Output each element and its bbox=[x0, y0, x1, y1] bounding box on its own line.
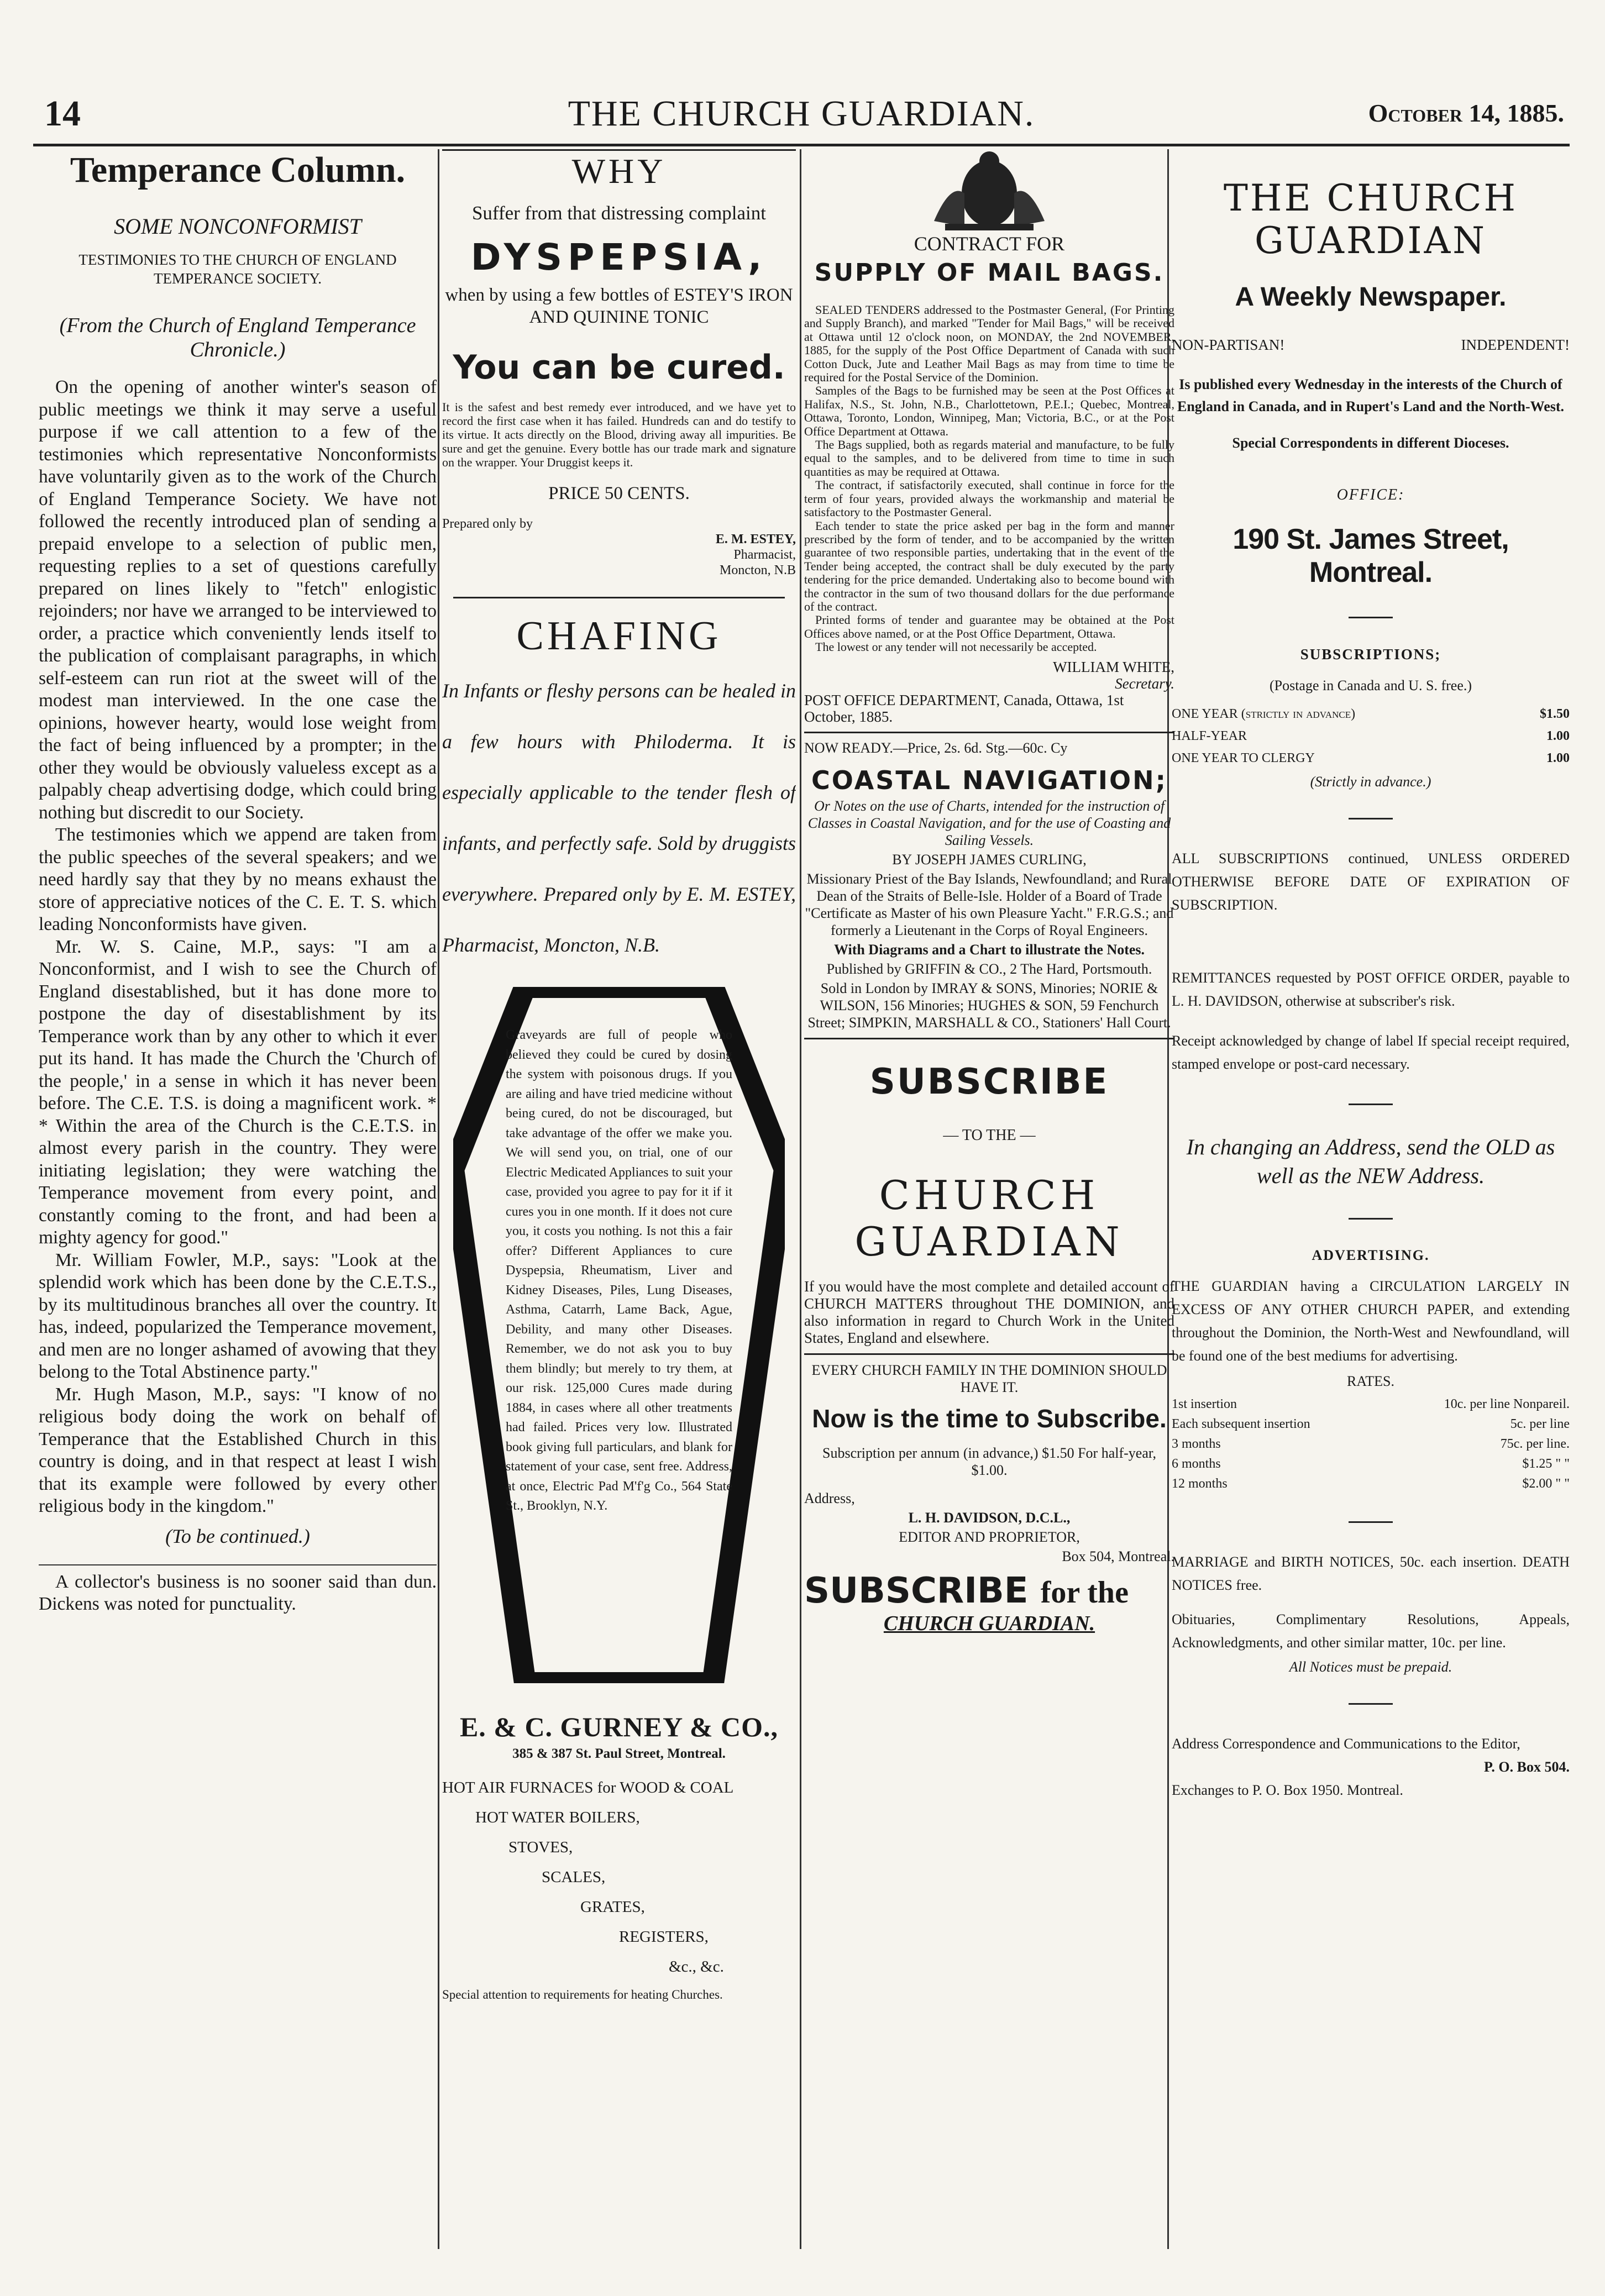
editor-name: L. H. DAVIDSON, D.C.L., bbox=[908, 1509, 1071, 1526]
price: PRICE 50 CENTS. bbox=[548, 484, 690, 503]
rate-row bbox=[1172, 703, 1570, 725]
every-family: EVERY CHURCH FAMILY IN THE DOMINION SHOULD HAVE IT. bbox=[811, 1362, 1167, 1395]
dyspepsia-heading: DYSPEPSIA, bbox=[470, 236, 768, 279]
paragraph: SEALED TENDERS addressed to the Postmaster General, (For Printing and Supply Branch), and marked "Tender for Mail Bags," will be received at Ottawa until 12 o'clock noon, on MONDAY, the 2nd NOVEMBER, 1885, for the supply of the Post Office Department of Canada with such Cotton Duck, Jute and Leather Mail Bags as may from time to time be required for the Postal Service of the Dominion. bbox=[804, 303, 1174, 385]
subscribe-word: SUBSCRIBE bbox=[804, 1570, 1029, 1611]
coastal-subtitle: Or Notes on the use of Charts, intended for the instruction of Classes in Coastal Navigation, and for the use of Coasting and Sailing Vessels. bbox=[807, 797, 1171, 848]
signatory: WILLIAM WHITE, bbox=[1053, 658, 1174, 675]
office-address: 190 St. James Street, Montreal. bbox=[1232, 523, 1509, 589]
divider bbox=[804, 732, 1174, 733]
article-subtitle: TESTIMONIES TO THE CHURCH OF ENGLAND TEMPERANCE SOCIETY. bbox=[78, 251, 397, 287]
maker-town: Moncton, N.B bbox=[720, 563, 796, 577]
exchanges-note: Exchanges to P. O. Box 1950. Montreal. bbox=[1172, 1782, 1403, 1798]
department-date: POST OFFICE DEPARTMENT, Canada, Ottawa, 1st October, 1885. bbox=[804, 691, 1124, 725]
rate-value: 5c. per line bbox=[1510, 1417, 1570, 1431]
published-note: Is published every Wednesday in the interests of the Church of England in Canada, and in Rupert's Land and the North-West. bbox=[1177, 376, 1565, 414]
editor-box: Box 504, Montreal. bbox=[1062, 1548, 1174, 1564]
special-correspondents: Special Correspondents in different Dioceses. bbox=[1232, 435, 1509, 451]
subscription-rates bbox=[1172, 703, 1570, 769]
continuation-note: ALL SUBSCRIPTIONS continued, UNLESS ORDERED OTHERWISE BEFORE DATE OF EXPIRATION OF SUBSCRIPTION. bbox=[1172, 850, 1570, 913]
divider bbox=[1349, 818, 1393, 819]
rate-label: 12 months bbox=[1172, 1477, 1228, 1491]
ad-small-text: It is the safest and best remedy ever introduced, and we have yet to record the first case when it has failed. Hundreds can and do testify to its virtue. It acts directly on the Blood, driving away all impurities. Be sure and get the genuine. Every bottle has our trade mark and signature on the wrapper. Your Druggist keeps it. bbox=[442, 400, 796, 469]
divider bbox=[804, 1353, 1174, 1355]
independent: INDEPENDENT! bbox=[1461, 337, 1570, 353]
to-the: — TO THE — bbox=[943, 1126, 1036, 1144]
rate-label: 1st insertion bbox=[1172, 1397, 1237, 1411]
rate-row bbox=[1172, 1414, 1570, 1434]
rate-label: HALF-YEAR bbox=[1172, 729, 1247, 743]
paragraph: The Bags supplied, both as regards material and manufacture, to be fully equal to the samples, and to be delivered from time to time in such quantities as may be required at Ottawa. bbox=[804, 438, 1174, 479]
change-address-note: In changing an Address, send the OLD as well as the NEW Address. bbox=[1186, 1134, 1555, 1188]
rate-label: 6 months bbox=[1172, 1457, 1221, 1471]
advertising-text: THE GUARDIAN having a CIRCULATION LARGELY IN EXCESS OF ANY OTHER CHURCH PAPER, and extending throughout the Dominion, the North-West and Newfoundland, will be found one of the best mediums for advertising. bbox=[1172, 1278, 1570, 1364]
rate-value: 1.00 bbox=[1546, 729, 1570, 743]
paragraph: The testimonies which we append are taken from the public speeches of the several speakers; and we need hardly say that they by no means exhaust the store of appreciative notices of the C. E. T. S. which leading Nonconformists have given. bbox=[39, 824, 437, 934]
advance-note: (Strictly in advance.) bbox=[1310, 774, 1431, 790]
rate-row bbox=[1172, 747, 1570, 769]
ad-text: Suffer from that distressing complaint bbox=[471, 202, 767, 224]
publisher-info-column bbox=[1172, 149, 1570, 2249]
office-label: OFFICE: bbox=[1336, 486, 1405, 503]
paragraph: A collector's business is no sooner said than dun. Dickens was noted for punctuality. bbox=[39, 1571, 437, 1614]
remittance-note: REMITTANCES requested by POST OFFICE ORDER, payable to L. H. DAVIDSON, otherwise at subscriber's risk. bbox=[1172, 970, 1570, 1009]
paragraph: Mr. William Fowler, M.P., says: "Look at the splendid work which has been done by the C.E.T.S., by its multitudinous branches all over the country. It has, indeed, popularized the Temperance movement, and men are no longer ashamed of avowing that they belong to the Total Abstinence party." bbox=[39, 1249, 437, 1382]
product: SCALES, bbox=[542, 1868, 606, 1886]
issue-date: October 14, 1885. bbox=[1368, 99, 1564, 127]
marriage-notices: MARRIAGE and BIRTH NOTICES, 50c. each insertion. DEATH NOTICES free. bbox=[1172, 1554, 1570, 1593]
london-sellers: Sold in London by IMRAY & SONS, Minories; NORIE & WILSON, 156 Minories; HUGHES & SON, 59 Fenchurch Street; SIMPKIN, MARSHALL & CO., Stationers' Hall Court. bbox=[807, 980, 1171, 1031]
correspondence-note: Address Correspondence and Communications to the Editor, bbox=[1172, 1736, 1520, 1752]
non-partisan: NON-PARTISAN! bbox=[1172, 337, 1285, 353]
prepaid-note: All Notices must be prepaid. bbox=[1289, 1659, 1452, 1675]
contract-heading: CONTRACT FOR bbox=[914, 233, 1065, 255]
receipt-note: Receipt acknowledged by change of label If special receipt required, stamped envelope or post-card necessary. bbox=[1172, 1033, 1570, 1072]
column-heading: Temperance Column. bbox=[70, 150, 406, 190]
paragraph: Mr. W. S. Caine, M.P., says: "I am a Nonconformist, and I wish to see the Church of England disestablished, but it has done more to postpone the day of disestablishment by its Temperance work than by any other to which it ever put its hand. It has made the Church the 'Church of the people,' in a sense in which it has never been before. The C.E. T.S. is doing a magnificent work. * * Within the area of the Church is the C.E.T.S. in almost every parish in the country. They were initiating legislation; they were watching the Temperance movement from every point, and constantly coming to the front, and had been a mighty agency for good." bbox=[39, 936, 437, 1248]
divider bbox=[1349, 1218, 1393, 1220]
temperance-column bbox=[39, 149, 437, 2249]
rate-value: $1.25 " " bbox=[1522, 1457, 1570, 1471]
why-heading: WHY bbox=[442, 149, 796, 192]
divider bbox=[1349, 1521, 1393, 1523]
coffin-ad bbox=[453, 987, 785, 1683]
paragraph: Mr. Hugh Mason, M.P., says: "I know of no religious body doing the work on behalf of Temperance that the Established Church in this country is doing, and in that respect at least I wish that its example were followed by every other religious body in the kingdom." bbox=[39, 1384, 437, 1516]
product: HOT AIR FURNACES for WOOD & COAL bbox=[442, 1779, 734, 1796]
postage-note: (Postage in Canada and U. S. free.) bbox=[1269, 677, 1472, 693]
tender-notice bbox=[804, 303, 1174, 654]
page-number: 14 bbox=[44, 93, 81, 134]
paragraph: On the opening of another winter's season of public meetings we think it may serve a useful purpose if we call attention to a few of the testimonies which representative Nonconformists have voluntarily given as to the work of the Church of England Temperance Society. We have not followed the recently introduced plan of sending a prepaid envelope to a selection of public men, requesting replies to a set of questions carefully prepared on lines likely to "fetch" enlogistic rejoinders; nor have we arranged to be interviewed to order, a practice which conveniently lends itself to the publication of complaisant paragraphs, in which self-esteem can run riot at the sweet will of the modest man interviewed. In the one case the opinions, however hearty, would lose weight from the fact of being influenced by a prompter; in the other they would be obviously valueless except as a palpably cheap advertising dodge, which could bring nothing but discredit to our Society. bbox=[39, 377, 437, 823]
partisan-line bbox=[1172, 337, 1570, 354]
editor-title: EDITOR AND PROPRIETOR, bbox=[899, 1528, 1080, 1545]
rate-label: ONE YEAR (strictly in advance) bbox=[1172, 707, 1356, 721]
signature-block bbox=[804, 659, 1174, 725]
rate-row bbox=[1172, 1454, 1570, 1474]
paragraph: The lowest or any tender will not necessarily be accepted. bbox=[815, 640, 1097, 654]
gurney-firm: E. & C. GURNEY & CO., bbox=[459, 1711, 779, 1742]
rate-row bbox=[1172, 1474, 1570, 1494]
divider bbox=[1349, 617, 1393, 618]
author-info: Missionary Priest of the Bay Islands, Newfoundland; and Rural Dean of the Straits of Belle-Isle. Holder of a Board of Trade "Certificate as Master of his own Pleasure Yacht." F.R.G.S.; and formerly a Lieutenant in the Corps of Royal Engineers. bbox=[805, 870, 1174, 938]
po-box: P. O. Box 504. bbox=[1483, 1759, 1570, 1775]
article-body bbox=[39, 376, 437, 1518]
divider bbox=[1349, 1104, 1393, 1105]
church-guardian-title: CHURCH GUARDIAN bbox=[854, 1171, 1124, 1265]
maker-title: Pharmacist, bbox=[733, 548, 796, 562]
advertising-heading: ADVERTISING. bbox=[1312, 1247, 1430, 1263]
product: STOVES, bbox=[508, 1838, 573, 1856]
product: HOT WATER BOILERS, bbox=[475, 1809, 640, 1826]
rate-value: 75c. per line. bbox=[1500, 1437, 1570, 1451]
chafing-heading: CHAFING bbox=[516, 613, 722, 659]
product: &c., &c. bbox=[669, 1958, 724, 1975]
newspaper-title: THE CHURCH GUARDIAN. bbox=[568, 93, 1035, 134]
rate-row bbox=[1172, 1434, 1570, 1454]
rate-label: ONE YEAR TO CLERGY bbox=[1172, 751, 1315, 765]
signatory-title: Secretary. bbox=[1115, 675, 1174, 692]
now-ready: NOW READY.—Price, 2s. 6d. Stg.—60c. Cy bbox=[804, 739, 1068, 756]
rates-heading: RATES. bbox=[1347, 1373, 1394, 1389]
heating-note: Special attention to requirements for heating Churches. bbox=[442, 1988, 723, 2001]
article-source: (From the Church of England Temperance Chronicle.) bbox=[59, 314, 416, 361]
rate-label: Each subsequent insertion bbox=[1172, 1417, 1310, 1431]
continued-note: (To be continued.) bbox=[165, 1525, 310, 1547]
notices-column bbox=[804, 149, 1174, 2249]
column-rule bbox=[800, 149, 801, 2249]
product: REGISTERS, bbox=[619, 1928, 709, 1946]
ad-text: when by using a few bottles of ESTEY'S IRON AND QUININE TONIC bbox=[445, 285, 793, 327]
subscription-rate: Subscription per annum (in advance,) $1.50 For half-year, $1.00. bbox=[822, 1444, 1156, 1478]
rate-value: 1.00 bbox=[1546, 751, 1570, 765]
obituaries-note: Obituaries, Complimentary Resolutions, Appeals, Acknowledgments, and other similar matter, 10c. per line. bbox=[1172, 1611, 1570, 1651]
article-subheading: SOME NONCONFORMIST bbox=[114, 214, 361, 239]
divider bbox=[1349, 1703, 1393, 1705]
rate-row bbox=[1172, 1394, 1570, 1414]
author: BY JOSEPH JAMES CURLING, bbox=[892, 851, 1087, 868]
paragraph: Printed forms of tender and guarantee may be obtained at the Post Offices above named, or at the Post Office Department, Ottawa. bbox=[804, 613, 1174, 640]
divider bbox=[453, 597, 785, 598]
paragraph: The contract, if satisfactorily executed, shall continue in force for the term of four years, provided always the workmanship and material be satisfactory to the Postmaster General. bbox=[804, 478, 1174, 519]
closing-jest bbox=[39, 1564, 437, 1616]
gurney-address: 385 & 387 St. Paul Street, Montreal. bbox=[512, 1746, 726, 1761]
rate-label: 3 months bbox=[1172, 1437, 1221, 1451]
product: GRATES, bbox=[580, 1898, 645, 1916]
church-guardian-italic: CHURCH GUARDIAN. bbox=[883, 1611, 1095, 1635]
masthead bbox=[33, 83, 1570, 146]
paragraph: Samples of the Bags to be furnished may be seen at the Post Offices at Halifax, N.S., St. John, N.B., Charlottetown, P.E.I.; Quebec, Montreal, Ottawa, Toronto, London, Winnipeg, Man; Victoria, B.C., or at the Post Office Department at Ottawa. bbox=[804, 383, 1174, 438]
maker-name: E. M. ESTEY, bbox=[715, 532, 796, 547]
coastal-heading: COASTAL NAVIGATION; bbox=[811, 765, 1168, 795]
prepared-by bbox=[442, 516, 796, 578]
royal-crest-icon bbox=[912, 149, 1067, 232]
cured-heading: You can be cured. bbox=[453, 348, 785, 387]
advertisements-column bbox=[442, 149, 796, 2249]
address-label: Address, bbox=[804, 1490, 855, 1506]
for-the: for the bbox=[1040, 1575, 1129, 1610]
subscribe-heading: SUBSCRIBE bbox=[869, 1061, 1109, 1102]
rate-row bbox=[1172, 725, 1570, 747]
weekly-newspaper: A Weekly Newspaper. bbox=[1235, 282, 1507, 312]
rate-value: 10c. per line Nonpareil. bbox=[1444, 1397, 1570, 1411]
advertising-rates bbox=[1172, 1394, 1570, 1494]
subscriptions-heading: SUBSCRIPTIONS; bbox=[1300, 646, 1441, 663]
rate-value: $1.50 bbox=[1540, 707, 1570, 721]
church-guardian-title: THE CHURCH GUARDIAN bbox=[1223, 177, 1518, 262]
coffin-text: Graveyards are full of people who believed they could be cured by dosing the system with poisonous drugs. If you are ailing and have tried medicine without being cured, do not be discouraged, but take advantage of the offer we make you. We will send you, on trial, one of our Electric Medicated Appliances to suit your case, provided you agree to pay for it if it cures you in one month. If it does not cure you, it costs you nothing. Is not this a fair offer? Different Appliances to cure Dyspepsia, Rheumatism, Liver and Kidney Diseases, Piles, Lung Diseases, Asthma, Catarrh, Lame Back, Ague, Debility, and many other Diseases. Remember, we do not ask you to buy them blindly; but merely to try them, at our risk. 125,000 Cures made during 1884, in cases where all other treatments had failed. Prices very low. Illustrated book giving full particulars, and blank for statement of your case, sent free. Address, at once, Electric Pad M'f'g Co., 564 State St., Brooklyn, N.Y. bbox=[506, 1028, 732, 1513]
publisher: Published by GRIFFIN & CO., 2 The Hard, Portsmouth. bbox=[826, 960, 1152, 977]
subscribe-text: If you would have the most complete and detailed account of CHURCH MATTERS throughout THE DOMINION, and also information in regard to Church Work in the United States, England and elsewhere. bbox=[804, 1278, 1174, 1346]
prepared-label: Prepared only by bbox=[442, 517, 533, 531]
rate-value: $2.00 " " bbox=[1522, 1477, 1570, 1491]
divider bbox=[804, 1038, 1174, 1039]
paragraph: Each tender to state the price asked per bag in the form and manner prescribed by the form of tender, and to be accompanied by the written guarantee of two responsible parties, undertaking that in the event of the Tender being accepted, the contract shall be duly executed by the party tendering for the price demanded. Undertaking also to become bound with the contractor in the sum of two thousand dollars for the due performance of the contract. bbox=[804, 518, 1174, 613]
chafing-text: In Infants or fleshy persons can be healed in a few hours with Philoderma. It is especially applicable to the tender flesh of infants, and perfectly safe. Sold by druggists everywhere. Prepared only by E. M. ESTEY, Pharmacist, Moncton, N.B. bbox=[442, 680, 796, 956]
product-list bbox=[442, 1773, 796, 1982]
mail-bags-heading: SUPPLY OF MAIL BAGS. bbox=[814, 259, 1165, 287]
now-subscribe: Now is the time to Subscribe. bbox=[812, 1404, 1167, 1433]
column-rule bbox=[438, 149, 439, 2249]
subscribe-footer bbox=[804, 1570, 1174, 1611]
diagrams-note: With Diagrams and a Chart to illustrate the Notes. bbox=[833, 941, 1145, 958]
